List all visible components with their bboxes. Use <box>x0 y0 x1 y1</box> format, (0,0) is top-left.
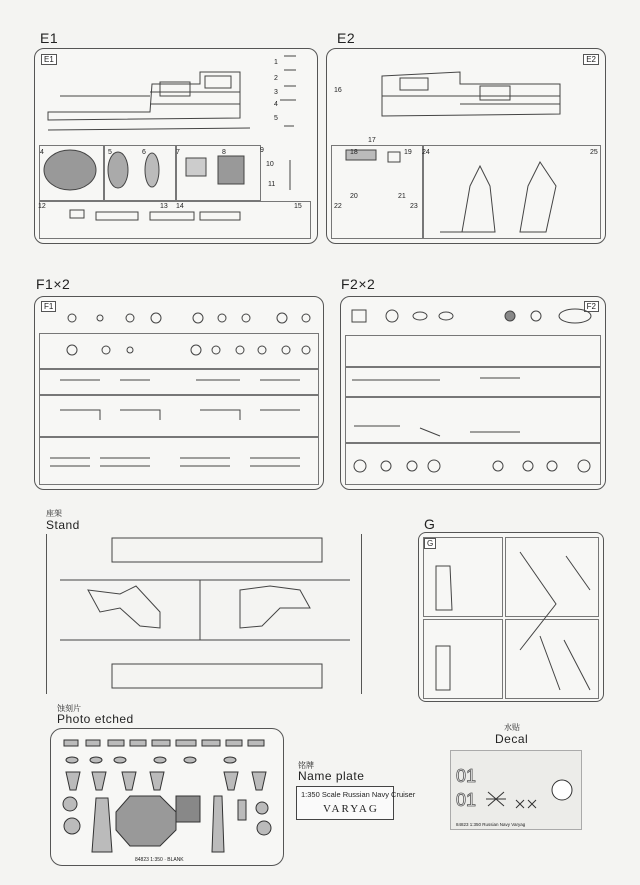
svg-text:19: 19 <box>404 149 412 156</box>
svg-text:1: 1 <box>274 59 278 66</box>
name-plate-line1: 1:350 Scale Russian Navy Cruiser <box>301 790 416 799</box>
svg-text:25: 25 <box>590 149 598 156</box>
svg-text:6: 6 <box>142 149 146 156</box>
sprue-f1-title: F1×2 <box>36 276 71 292</box>
svg-text:4: 4 <box>40 149 44 156</box>
svg-text:16: 16 <box>334 87 342 94</box>
sprue-e2-title: E2 <box>337 30 356 46</box>
photo-etched-title: Photo etched <box>57 712 134 726</box>
name-plate-line2: VARYAG <box>323 803 379 815</box>
svg-text:17: 17 <box>368 137 376 144</box>
sprue-e1-tag: E1 <box>41 54 57 65</box>
svg-text:7: 7 <box>176 149 180 156</box>
sprue-e1-title: E1 <box>40 30 59 46</box>
sprue-f2-tag: F2 <box>584 301 599 312</box>
name-plate-title: Name plate <box>298 769 365 783</box>
svg-text:20: 20 <box>350 193 358 200</box>
photo-etched-title-cn: 蚀刻片 <box>57 704 81 713</box>
svg-text:5: 5 <box>108 149 112 156</box>
svg-text:8: 8 <box>222 149 226 156</box>
svg-text:3: 3 <box>274 89 278 96</box>
svg-text:5: 5 <box>274 115 278 122</box>
sprue-f1-tag: F1 <box>41 301 56 312</box>
svg-text:21: 21 <box>398 193 406 200</box>
svg-text:01: 01 <box>456 766 477 786</box>
svg-text:10: 10 <box>266 161 274 168</box>
svg-text:9: 9 <box>260 147 264 154</box>
decal-title-cn: 水贴 <box>504 723 520 732</box>
stand-title: Stand <box>46 518 80 532</box>
name-plate-title-cn: 铭牌 <box>298 761 314 770</box>
decal-footer: 84823 1:350 Russian Navy Varyag <box>456 822 526 827</box>
sprue-g-title: G <box>424 516 436 532</box>
sprue-f2-title: F2×2 <box>341 276 376 292</box>
svg-text:24: 24 <box>422 149 430 156</box>
sprue-g-tag: G <box>424 538 436 549</box>
svg-text:01: 01 <box>456 790 477 810</box>
svg-text:13: 13 <box>160 203 168 210</box>
svg-text:23: 23 <box>410 203 418 210</box>
svg-text:11: 11 <box>268 181 276 188</box>
sprue-e2-tag: E2 <box>583 54 599 65</box>
svg-text:22: 22 <box>334 203 342 210</box>
svg-text:18: 18 <box>350 149 358 156</box>
svg-text:15: 15 <box>294 203 302 210</box>
svg-text:2: 2 <box>274 75 278 82</box>
stand-title-cn: 座架 <box>46 509 62 518</box>
svg-text:12: 12 <box>38 203 46 210</box>
svg-text:14: 14 <box>176 203 184 210</box>
decal-title: Decal <box>495 732 529 746</box>
photo-etched-code: 84823 1:350 · BLANK <box>135 857 184 863</box>
svg-text:4: 4 <box>274 101 278 108</box>
